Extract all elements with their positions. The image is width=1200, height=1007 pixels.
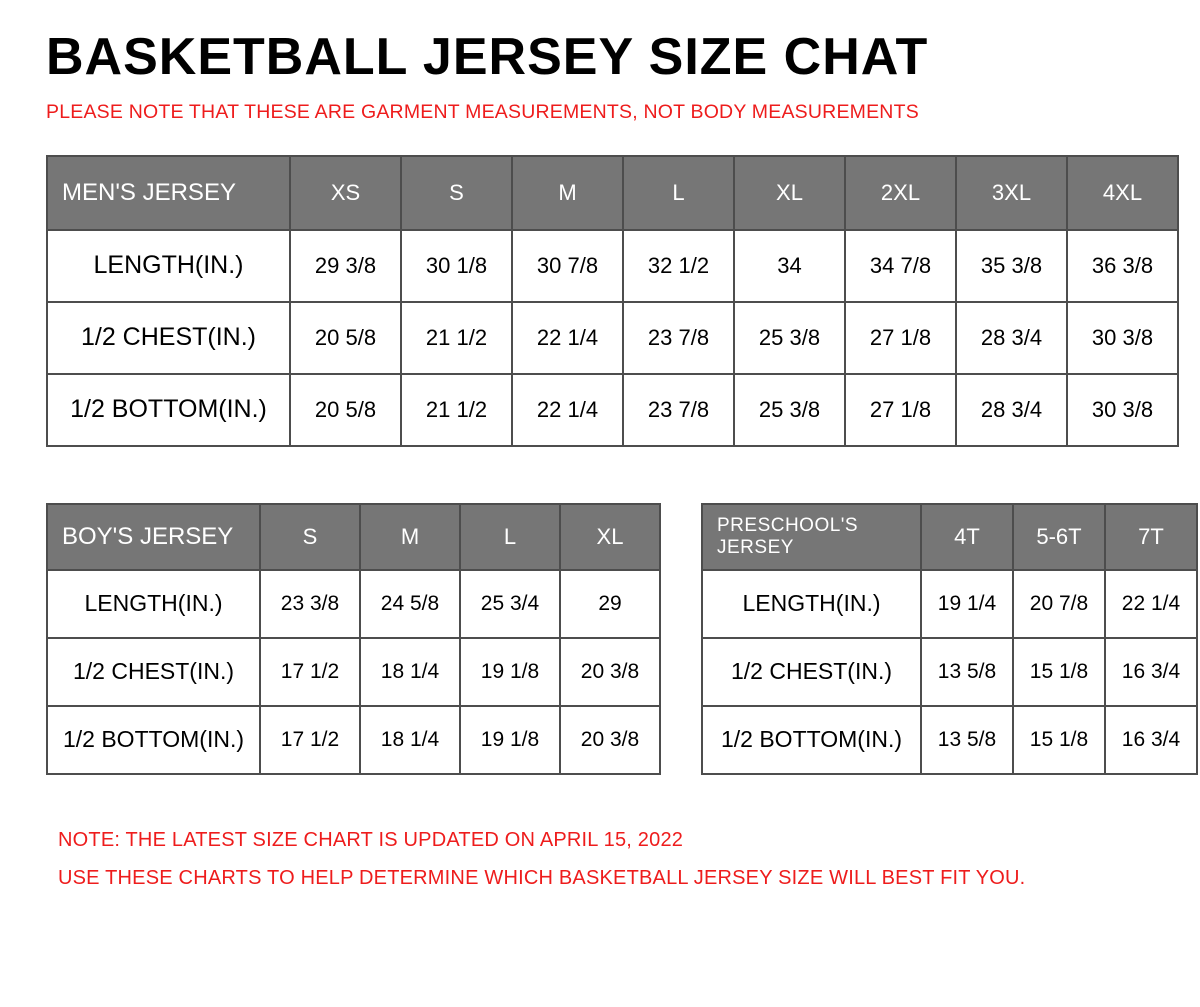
- mens-length-xs: 29 3/8: [290, 230, 401, 302]
- mens-size-4xl: 4XL: [1067, 156, 1178, 230]
- preschool-row-label-chest: 1/2 CHEST(IN.): [702, 638, 921, 706]
- boys-chest-l: 19 1/8: [460, 638, 560, 706]
- lower-tables: [46, 503, 1181, 775]
- preschool-bottom-4t: 13 5/8: [921, 706, 1013, 774]
- mens-bottom-s: 21 1/2: [401, 374, 512, 446]
- boys-length-l: 25 3/4: [460, 570, 560, 638]
- bottom-notes: [58, 821, 1176, 897]
- boys-length-m: 24 5/8: [360, 570, 460, 638]
- mens-chest-l: 23 7/8: [623, 302, 734, 374]
- preschool-table-wrapper: [701, 503, 1198, 775]
- boys-bottom-s: 17 1/2: [260, 706, 360, 774]
- preschool-chest-4t: 13 5/8: [921, 638, 1013, 706]
- preschool-jersey-table: [701, 503, 1198, 775]
- boys-row-label-bottom: 1/2 BOTTOM(IN.): [47, 706, 260, 774]
- table-header-row: [47, 156, 1178, 230]
- table-row: [47, 302, 1178, 374]
- mens-bottom-2xl: 27 1/8: [845, 374, 956, 446]
- mens-row-label-bottom: 1/2 BOTTOM(IN.): [47, 374, 290, 446]
- preschool-header-label: PRESCHOOL'S JERSEY: [702, 504, 921, 570]
- mens-size-2xl: 2XL: [845, 156, 956, 230]
- boys-size-xl: XL: [560, 504, 660, 570]
- mens-chest-xl: 25 3/8: [734, 302, 845, 374]
- mens-jersey-table: [46, 155, 1179, 447]
- preschool-size-4t: 4T: [921, 504, 1013, 570]
- mens-length-l: 32 1/2: [623, 230, 734, 302]
- mens-size-s: S: [401, 156, 512, 230]
- mens-chest-xs: 20 5/8: [290, 302, 401, 374]
- boys-length-s: 23 3/8: [260, 570, 360, 638]
- mens-length-3xl: 35 3/8: [956, 230, 1067, 302]
- mens-size-m: M: [512, 156, 623, 230]
- boys-length-xl: 29: [560, 570, 660, 638]
- preschool-bottom-7t: 16 3/4: [1105, 706, 1197, 774]
- boys-bottom-m: 18 1/4: [360, 706, 460, 774]
- boys-table-wrapper: [46, 503, 661, 775]
- preschool-row-label-bottom: 1/2 BOTTOM(IN.): [702, 706, 921, 774]
- mens-size-xl: XL: [734, 156, 845, 230]
- mens-length-4xl: 36 3/8: [1067, 230, 1178, 302]
- mens-row-label-chest: 1/2 CHEST(IN.): [47, 302, 290, 374]
- boys-size-s: S: [260, 504, 360, 570]
- boys-chest-s: 17 1/2: [260, 638, 360, 706]
- mens-bottom-m: 22 1/4: [512, 374, 623, 446]
- mens-chest-m: 22 1/4: [512, 302, 623, 374]
- mens-chest-3xl: 28 3/4: [956, 302, 1067, 374]
- bottom-note-usage: USE THESE CHARTS TO HELP DETERMINE WHICH BASKETBALL JERSEY SIZE WILL BEST FIT YOU.: [58, 866, 1026, 889]
- mens-bottom-xs: 20 5/8: [290, 374, 401, 446]
- mens-bottom-xl: 25 3/8: [734, 374, 845, 446]
- boys-chest-m: 18 1/4: [360, 638, 460, 706]
- table-header-row: [47, 504, 660, 570]
- table-row: [47, 374, 1178, 446]
- table-row: [47, 638, 660, 706]
- bottom-note-update: NOTE: THE LATEST SIZE CHART IS UPDATED ON APRIL 15, 2022: [58, 828, 684, 851]
- mens-chest-4xl: 30 3/8: [1067, 302, 1178, 374]
- mens-length-2xl: 34 7/8: [845, 230, 956, 302]
- table-row: [47, 570, 660, 638]
- table-row: [702, 570, 1197, 638]
- mens-row-label-length: LENGTH(IN.): [47, 230, 290, 302]
- mens-chest-2xl: 27 1/8: [845, 302, 956, 374]
- mens-bottom-3xl: 28 3/4: [956, 374, 1067, 446]
- mens-bottom-4xl: 30 3/8: [1067, 374, 1178, 446]
- mens-bottom-l: 23 7/8: [623, 374, 734, 446]
- preschool-chest-5-6t: 15 1/8: [1013, 638, 1105, 706]
- boys-chest-xl: 20 3/8: [560, 638, 660, 706]
- table-row: [702, 706, 1197, 774]
- table-row: [702, 638, 1197, 706]
- preschool-length-5-6t: 20 7/8: [1013, 570, 1105, 638]
- table-header-row: [702, 504, 1197, 570]
- preschool-length-4t: 19 1/4: [921, 570, 1013, 638]
- boys-header-label: BOY'S JERSEY: [47, 504, 260, 570]
- preschool-size-7t: 7T: [1105, 504, 1197, 570]
- preschool-bottom-5-6t: 15 1/8: [1013, 706, 1105, 774]
- mens-header-label: MEN'S JERSEY: [47, 156, 290, 230]
- boys-bottom-xl: 20 3/8: [560, 706, 660, 774]
- page-title: BASKETBALL JERSEY SIZE CHAT: [46, 28, 929, 86]
- mens-length-xl: 34: [734, 230, 845, 302]
- boys-bottom-l: 19 1/8: [460, 706, 560, 774]
- mens-size-l: L: [623, 156, 734, 230]
- top-note: PLEASE NOTE THAT THESE ARE GARMENT MEASUREMENTS, NOT BODY MEASUREMENTS: [46, 100, 919, 123]
- boys-row-label-length: LENGTH(IN.): [47, 570, 260, 638]
- mens-length-s: 30 1/8: [401, 230, 512, 302]
- preschool-size-5-6t: 5-6T: [1013, 504, 1105, 570]
- table-row: [47, 706, 660, 774]
- mens-size-3xl: 3XL: [956, 156, 1067, 230]
- boys-jersey-table: [46, 503, 661, 775]
- mens-chest-s: 21 1/2: [401, 302, 512, 374]
- boys-row-label-chest: 1/2 CHEST(IN.): [47, 638, 260, 706]
- preschool-chest-7t: 16 3/4: [1105, 638, 1197, 706]
- boys-size-l: L: [460, 504, 560, 570]
- preschool-length-7t: 22 1/4: [1105, 570, 1197, 638]
- mens-size-xs: XS: [290, 156, 401, 230]
- table-row: [47, 230, 1178, 302]
- preschool-row-label-length: LENGTH(IN.): [702, 570, 921, 638]
- boys-size-m: M: [360, 504, 460, 570]
- mens-length-m: 30 7/8: [512, 230, 623, 302]
